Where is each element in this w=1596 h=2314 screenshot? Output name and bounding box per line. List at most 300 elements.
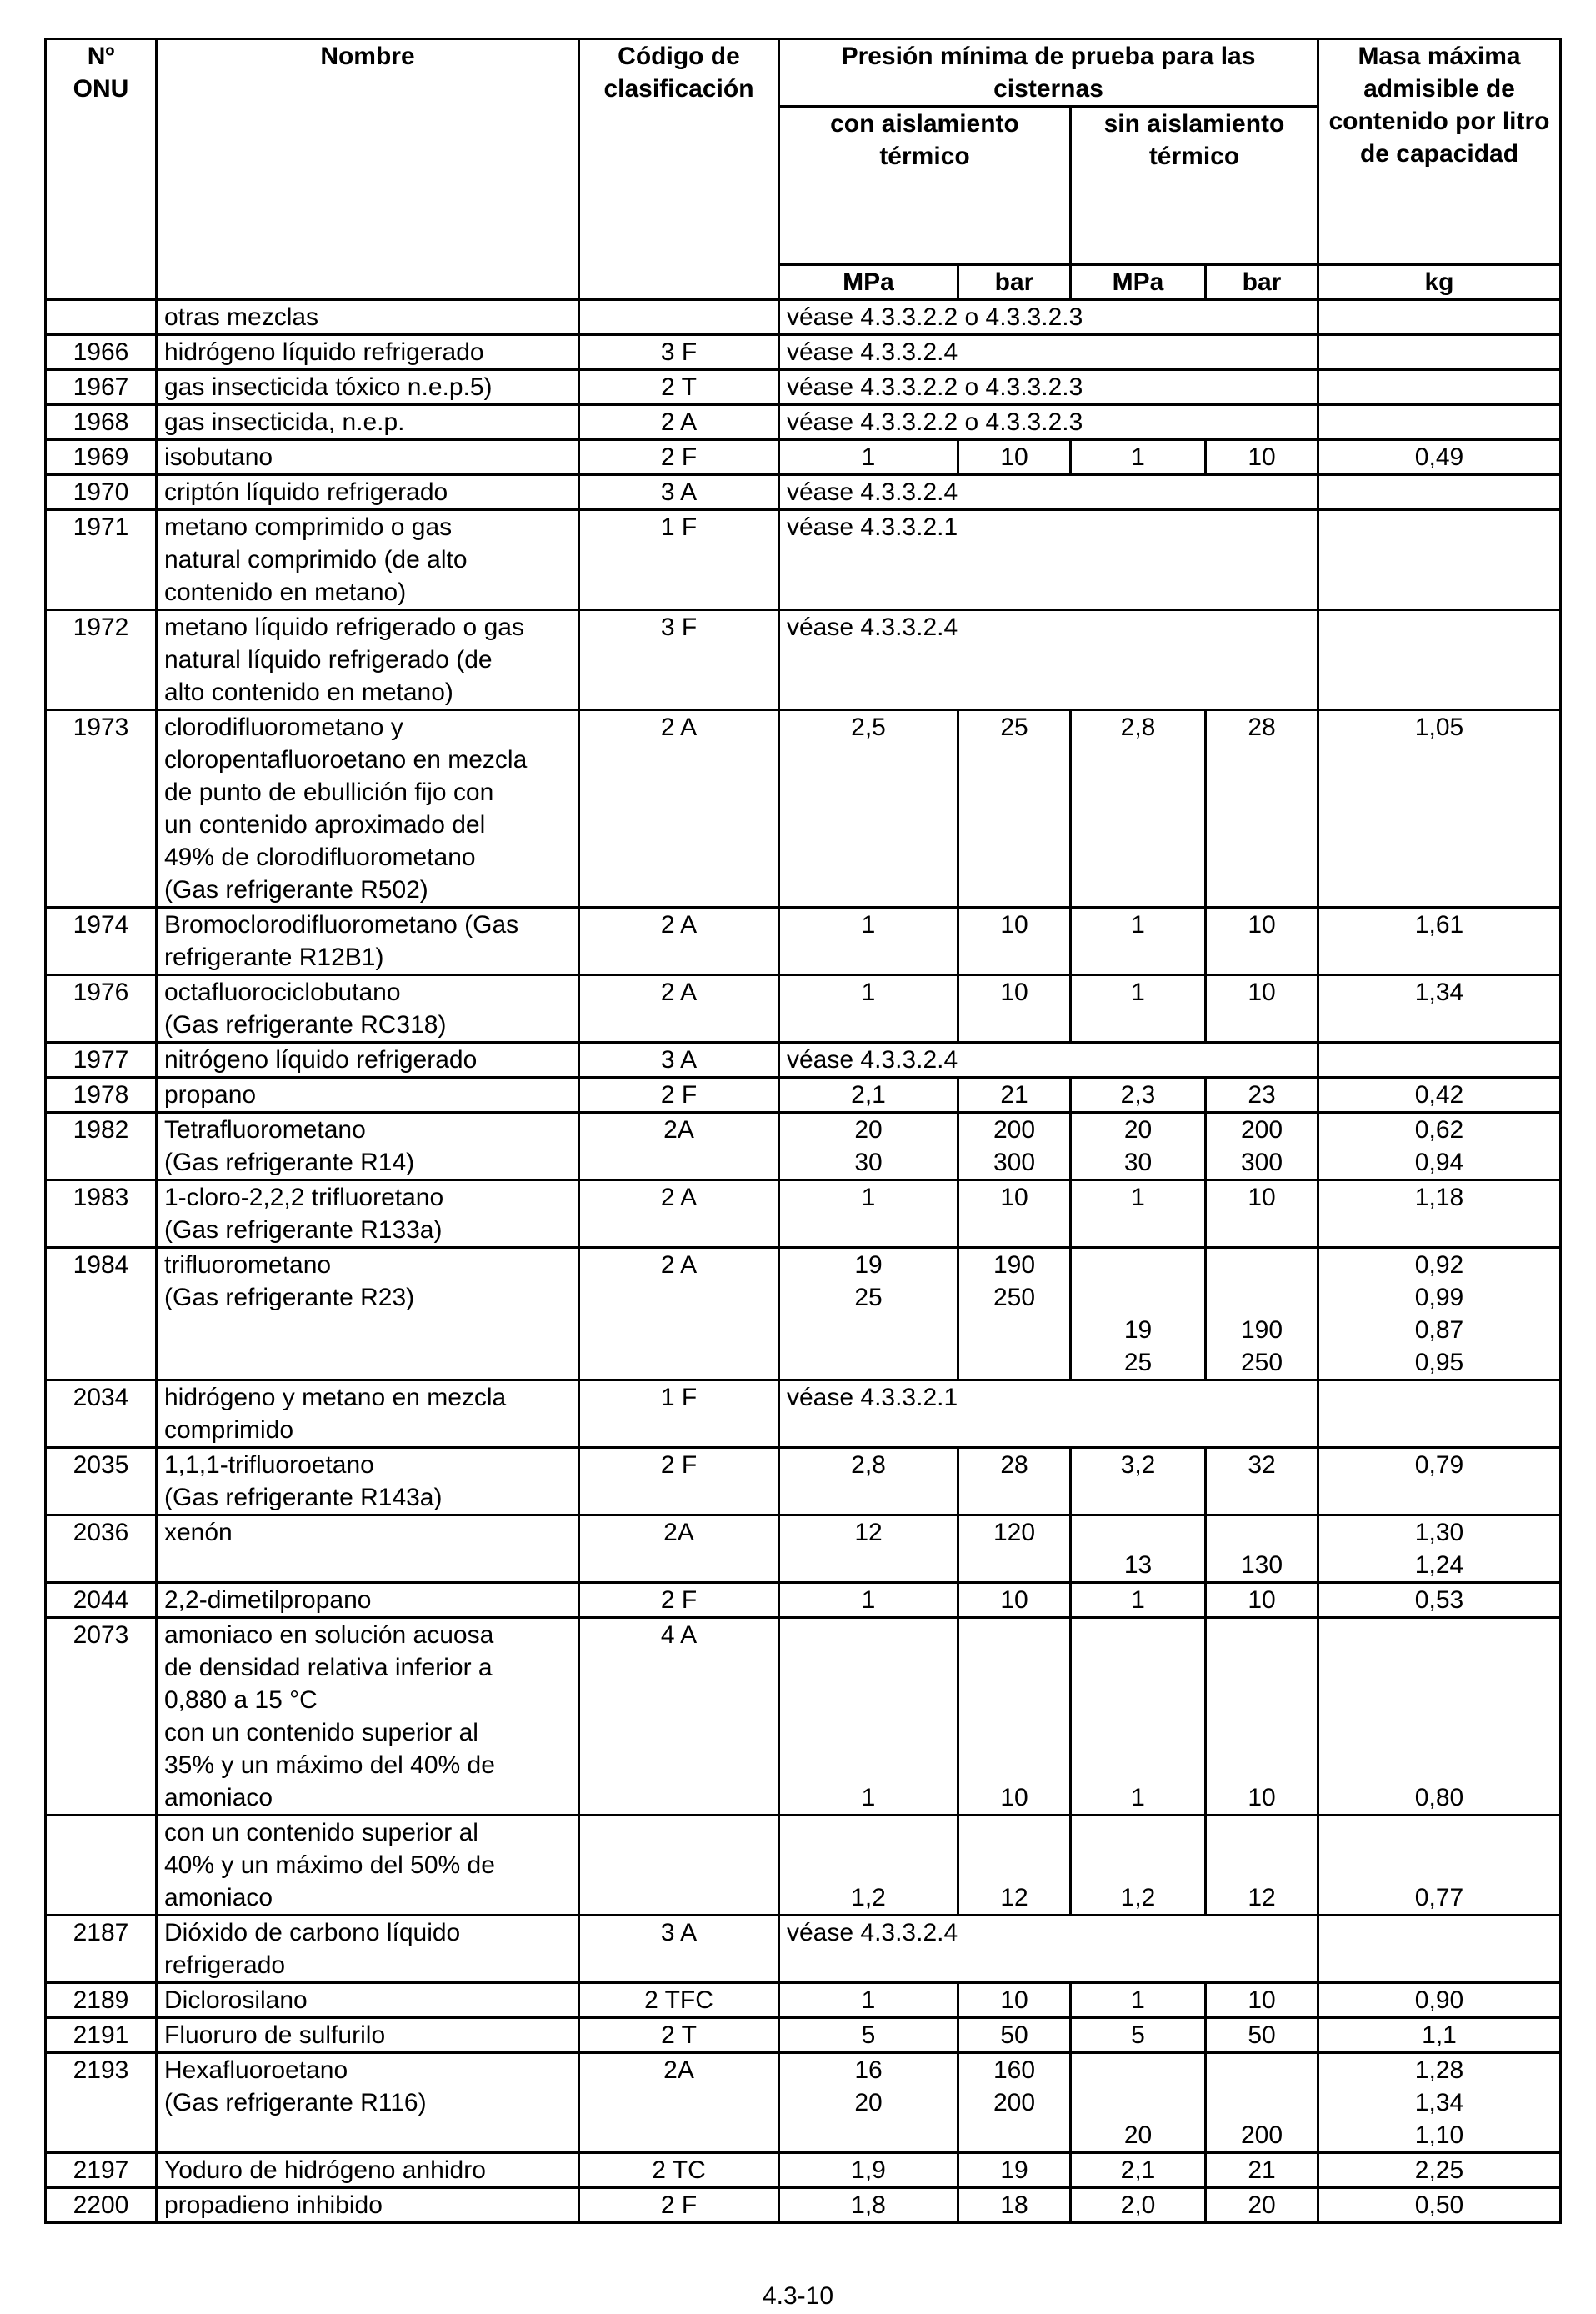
- value-line: 0,62: [1414, 1116, 1464, 1144]
- pressure-mpa-insulated: [779, 1515, 958, 1583]
- pressure-bar-insulated: [958, 975, 1071, 1043]
- value-line: [1213, 2086, 1310, 2119]
- classification-code: 2A: [579, 2053, 779, 2153]
- value-line: [787, 1849, 950, 1881]
- value-line: 10: [1248, 1586, 1276, 1614]
- pressure-bar-insulated: [958, 1078, 1071, 1113]
- table-row: [46, 1583, 1561, 1618]
- table-row: [46, 2018, 1561, 2053]
- value-line: [1326, 1816, 1553, 1849]
- value-line: 13: [1123, 1551, 1153, 1579]
- un-number: 2189: [46, 1983, 157, 2018]
- table-row: [46, 1078, 1561, 1113]
- table-row: [46, 1113, 1561, 1180]
- un-number: [46, 300, 157, 335]
- value-line: 50: [1000, 2021, 1028, 2049]
- value-line: [966, 1549, 1063, 1581]
- max-mass-kg: [1318, 1983, 1561, 2018]
- substance-name-line: propano: [164, 1081, 257, 1109]
- substance-name: [157, 1180, 579, 1248]
- pressure-mpa-uninsulated: [1071, 1618, 1206, 1816]
- value-line: [1078, 1516, 1198, 1549]
- substance-name-line: de densidad relativa inferior a: [164, 1654, 493, 1681]
- value-line: 0,94: [1414, 1149, 1464, 1176]
- substance-name: [157, 2188, 579, 2223]
- unit-kg: kg: [1318, 265, 1561, 300]
- substance-name-line: Fluoruro de sulfurilo: [164, 2021, 386, 2049]
- classification-code: 3 A: [579, 1043, 779, 1078]
- value-line: 21: [1248, 2156, 1276, 2184]
- classification-code: 2 TFC: [579, 1983, 779, 2018]
- pressure-mpa-uninsulated: [1071, 1248, 1206, 1380]
- table-row: [46, 2188, 1561, 2223]
- value-line: 20: [854, 1116, 883, 1144]
- value-line: 10: [1248, 911, 1276, 939]
- substance-name-line: gas insecticida tóxico n.e.p.5): [164, 373, 493, 401]
- classification-code: 2 A: [579, 908, 779, 975]
- substance-name: [157, 440, 579, 475]
- classification-code: 2 T: [579, 370, 779, 405]
- pressure-bar-insulated: [958, 1113, 1071, 1180]
- pressure-bar-uninsulated: [1206, 908, 1318, 975]
- un-number: [46, 1816, 157, 1916]
- pressure-bar-insulated: [958, 1583, 1071, 1618]
- substance-name-line: 1,1,1-trifluoroetano: [164, 1451, 374, 1479]
- pressure-bar-uninsulated: [1206, 1983, 1318, 2018]
- value-line: [1213, 1684, 1310, 1716]
- table-row: [46, 370, 1561, 405]
- pressure-bar-insulated: [958, 1448, 1071, 1515]
- col-header-nombre: Nombre: [157, 39, 579, 300]
- pressure-mpa-insulated: [779, 1113, 958, 1180]
- value-line: 5: [861, 2021, 876, 2049]
- pressure-mpa-uninsulated: [1071, 2053, 1206, 2153]
- un-number: 2187: [46, 1916, 157, 1983]
- max-mass-kg: [1318, 1618, 1561, 1816]
- value-line: 0,53: [1414, 1586, 1464, 1614]
- table-row: [46, 1248, 1561, 1380]
- substance-name-line: con un contenido superior al: [164, 1819, 478, 1846]
- max-mass-kg: [1318, 975, 1561, 1043]
- value-line: 25: [1000, 714, 1028, 741]
- value-line: 10: [1248, 443, 1276, 471]
- value-line: 19: [854, 1251, 883, 1279]
- value-line: [1326, 1651, 1553, 1684]
- value-line: [1078, 1651, 1198, 1684]
- table-row: [46, 440, 1561, 475]
- value-line: 0,79: [1414, 1451, 1464, 1479]
- mass-cell: [1318, 1380, 1561, 1448]
- value-line: 190: [1240, 1316, 1283, 1344]
- value-line: [1213, 2054, 1310, 2086]
- pressure-bar-insulated: [958, 2018, 1071, 2053]
- unit-bar-con: bar: [958, 265, 1071, 300]
- pressure-bar-insulated: [958, 710, 1071, 908]
- value-line: [1213, 1849, 1310, 1881]
- pressure-mpa-insulated: [779, 1248, 958, 1380]
- un-number: 1983: [46, 1180, 157, 1248]
- value-line: 1,1: [1422, 2021, 1457, 2049]
- un-number: 1970: [46, 475, 157, 510]
- table-row: [46, 1180, 1561, 1248]
- value-line: [787, 1619, 950, 1651]
- value-line: 2,25: [1414, 2156, 1464, 2184]
- substance-name-line: Diclorosilano: [164, 1986, 308, 2014]
- value-line: [1078, 2054, 1198, 2086]
- value-line: 0,42: [1414, 1081, 1464, 1109]
- substance-name-line: criptón líquido refrigerado: [164, 478, 448, 506]
- classification-code: 3 F: [579, 610, 779, 710]
- pressure-bar-insulated: [958, 1515, 1071, 1583]
- pressure-bar-uninsulated: [1206, 1078, 1318, 1113]
- value-line: [787, 1684, 950, 1716]
- pressure-mpa-insulated: [779, 2188, 958, 2223]
- substance-name-line: natural líquido refrigerado (de: [164, 646, 493, 674]
- substance-name-line: (Gas refrigerante R23): [164, 1284, 415, 1311]
- value-line: [787, 1314, 950, 1346]
- unit-bar-sin: bar: [1206, 265, 1318, 300]
- table-row: [46, 475, 1561, 510]
- pressure-bar-uninsulated: [1206, 2053, 1318, 2153]
- value-line: 1,34: [1414, 979, 1464, 1006]
- pressure-mpa-insulated: [779, 1448, 958, 1515]
- substance-name-line: (Gas refrigerante R14): [164, 1149, 415, 1176]
- substance-name-line: 2,2-dimetilpropano: [164, 1586, 372, 1614]
- substance-name-line: alto contenido en metano): [164, 679, 453, 706]
- pressure-bar-uninsulated: [1206, 710, 1318, 908]
- table-row: [46, 1043, 1561, 1078]
- substance-name-line: Dióxido de carbono líquido: [164, 1919, 461, 1946]
- pressure-mpa-uninsulated: [1071, 1983, 1206, 2018]
- substance-name-line: Hexafluoroetano: [164, 2056, 348, 2084]
- value-line: 1: [1131, 911, 1145, 939]
- value-line: [966, 1346, 1063, 1379]
- value-line: 1,34: [1414, 2089, 1464, 2116]
- value-line: 200: [1240, 1116, 1283, 1144]
- table-row: [46, 1983, 1561, 2018]
- table-row: [46, 1916, 1561, 1983]
- table-row: [46, 1515, 1561, 1583]
- mass-cell: [1318, 370, 1561, 405]
- substance-name: [157, 710, 579, 908]
- classification-code: 2A: [579, 1113, 779, 1180]
- pressure-bar-uninsulated: [1206, 1113, 1318, 1180]
- pressure-mpa-insulated: [779, 1180, 958, 1248]
- un-number: 2073: [46, 1618, 157, 1816]
- reference-note: véase 4.3.3.2.4: [779, 475, 1318, 510]
- value-line: 1: [861, 911, 876, 939]
- value-line: [787, 1749, 950, 1781]
- value-line: 20: [1248, 2191, 1276, 2219]
- substance-name: [157, 475, 579, 510]
- table-row: [46, 1618, 1561, 1816]
- value-line: 1,10: [1414, 2121, 1464, 2149]
- pressure-mpa-uninsulated: [1071, 1816, 1206, 1916]
- substance-name: [157, 1380, 579, 1448]
- mass-cell: [1318, 335, 1561, 370]
- value-line: [1078, 1849, 1198, 1881]
- un-number: 1973: [46, 710, 157, 908]
- pressure-mpa-uninsulated: [1071, 1515, 1206, 1583]
- value-line: 190: [993, 1251, 1036, 1279]
- value-line: 19: [1123, 1316, 1153, 1344]
- value-line: [1213, 1816, 1310, 1849]
- substance-name-line: (Gas refrigerante R502): [164, 876, 428, 904]
- max-mass-kg: [1318, 2188, 1561, 2223]
- value-line: 21: [1000, 1081, 1028, 1109]
- value-line: [1213, 1716, 1310, 1749]
- substance-name-line: metano líquido refrigerado o gas: [164, 614, 524, 641]
- value-line: 12: [1248, 1884, 1276, 1911]
- un-number: 1982: [46, 1113, 157, 1180]
- mass-cell: [1318, 1916, 1561, 1983]
- value-line: 20: [1123, 2121, 1153, 2149]
- pressure-mpa-insulated: [779, 975, 958, 1043]
- value-line: [966, 1749, 1063, 1781]
- substance-name-line: refrigerante R12B1): [164, 944, 384, 971]
- value-line: 0,92: [1414, 1251, 1464, 1279]
- pressure-bar-insulated: [958, 1180, 1071, 1248]
- value-line: 1: [861, 443, 876, 471]
- table-row: [46, 1380, 1561, 1448]
- value-line: 1,2: [1120, 1884, 1156, 1911]
- substance-name: [157, 2018, 579, 2053]
- substance-name-line: [164, 1346, 571, 1379]
- reference-note: véase 4.3.3.2.4: [779, 1916, 1318, 1983]
- substance-name: [157, 370, 579, 405]
- table-row: [46, 300, 1561, 335]
- value-line: [1326, 1849, 1553, 1881]
- reference-note: véase 4.3.3.2.4: [779, 335, 1318, 370]
- substance-name-line: hidrógeno líquido refrigerado: [164, 338, 484, 366]
- table-row: [46, 2153, 1561, 2188]
- classification-code: 2 A: [579, 710, 779, 908]
- value-line: 1,24: [1414, 1551, 1464, 1579]
- value-line: 300: [993, 1149, 1036, 1176]
- gas-tank-table: [44, 38, 1562, 2224]
- substance-name-line: xenón: [164, 1519, 233, 1546]
- un-number: 1971: [46, 510, 157, 610]
- pressure-mpa-insulated: [779, 2153, 958, 2188]
- un-number: 2044: [46, 1583, 157, 1618]
- reference-note: véase 4.3.3.2.2 o 4.3.3.2.3: [779, 300, 1318, 335]
- value-line: [787, 1549, 950, 1581]
- value-line: 200: [993, 2089, 1036, 2116]
- value-line: 50: [1248, 2021, 1276, 2049]
- substance-name: [157, 1043, 579, 1078]
- classification-code: 2 A: [579, 405, 779, 440]
- unit-mpa-sin: MPa: [1071, 265, 1206, 300]
- substance-name: [157, 1248, 579, 1380]
- un-number: 2200: [46, 2188, 157, 2223]
- pressure-mpa-insulated: [779, 1618, 958, 1816]
- substance-name: [157, 1583, 579, 1618]
- value-line: 10: [1000, 1586, 1028, 1614]
- substance-name: [157, 1816, 579, 1916]
- value-line: [1213, 1516, 1310, 1549]
- substance-name: [157, 1078, 579, 1113]
- classification-code: 3 F: [579, 335, 779, 370]
- value-line: 0,80: [1414, 1784, 1464, 1811]
- value-line: 0,87: [1414, 1316, 1464, 1344]
- value-line: 1: [1131, 979, 1145, 1006]
- reference-note: véase 4.3.3.2.2 o 4.3.3.2.3: [779, 405, 1318, 440]
- value-line: [787, 2119, 950, 2151]
- pressure-mpa-uninsulated: [1071, 710, 1206, 908]
- value-line: 1: [1131, 1784, 1145, 1811]
- pressure-bar-uninsulated: [1206, 1180, 1318, 1248]
- pressure-bar-uninsulated: [1206, 1816, 1318, 1916]
- classification-code: 3 A: [579, 475, 779, 510]
- max-mass-kg: [1318, 1583, 1561, 1618]
- page-number: 4.3-10: [762, 2282, 834, 2310]
- mass-cell: [1318, 405, 1561, 440]
- substance-name-line: isobutano: [164, 443, 273, 471]
- value-line: 10: [1000, 1184, 1028, 1211]
- value-line: 200: [993, 1116, 1036, 1144]
- col-header-masa: Masa máxima admisible de contenido por litro de capacidad: [1318, 39, 1561, 265]
- classification-code: 2 F: [579, 1078, 779, 1113]
- reference-note: véase 4.3.3.2.4: [779, 610, 1318, 710]
- value-line: 2,8: [1120, 714, 1156, 741]
- reference-note: véase 4.3.3.2.2 o 4.3.3.2.3: [779, 370, 1318, 405]
- value-line: 1: [861, 1986, 876, 2014]
- value-line: [1078, 1716, 1198, 1749]
- substance-name-line: propadieno inhibido: [164, 2191, 383, 2219]
- value-line: 300: [1240, 1149, 1283, 1176]
- value-line: [1213, 1249, 1310, 1281]
- un-number: 2197: [46, 2153, 157, 2188]
- substance-name-line: octafluorociclobutano: [164, 979, 401, 1006]
- classification-code: 2A: [579, 1515, 779, 1583]
- value-line: 1,9: [851, 2156, 886, 2184]
- value-line: 10: [1248, 979, 1276, 1006]
- max-mass-kg: [1318, 1515, 1561, 1583]
- col-header-sin-aislamiento: sin aislamiento térmico: [1071, 107, 1318, 265]
- classification-code: 3 A: [579, 1916, 779, 1983]
- mass-cell: [1318, 1043, 1561, 1078]
- mass-cell: [1318, 610, 1561, 710]
- value-line: [787, 1346, 950, 1379]
- value-line: [1078, 1816, 1198, 1849]
- substance-name-line: trifluorometano: [164, 1251, 332, 1279]
- substance-name-line: 1-cloro-2,2,2 trifluoretano: [164, 1184, 444, 1211]
- table-row: [46, 2053, 1561, 2153]
- substance-name: [157, 1113, 579, 1180]
- value-line: 25: [854, 1284, 883, 1311]
- value-line: 10: [1000, 1784, 1028, 1811]
- value-line: 250: [993, 1284, 1036, 1311]
- substance-name-line: Yoduro de hidrógeno anhidro: [164, 2156, 486, 2184]
- max-mass-kg: [1318, 1113, 1561, 1180]
- value-line: 32: [1248, 1451, 1276, 1479]
- value-line: 30: [854, 1149, 883, 1176]
- substance-name-line: otras mezclas: [164, 303, 319, 331]
- table-row: [46, 335, 1561, 370]
- table-row: [46, 710, 1561, 908]
- un-number: 1977: [46, 1043, 157, 1078]
- mass-cell: [1318, 510, 1561, 610]
- substance-name-line: (Gas refrigerante R143a): [164, 1484, 443, 1511]
- max-mass-kg: [1318, 2018, 1561, 2053]
- pressure-bar-uninsulated: [1206, 975, 1318, 1043]
- substance-name: [157, 1618, 579, 1816]
- substance-name: [157, 1983, 579, 2018]
- value-line: [1326, 1716, 1553, 1749]
- value-line: 1: [861, 1586, 876, 1614]
- pressure-mpa-insulated: [779, 908, 958, 975]
- mass-cell: [1318, 300, 1561, 335]
- pressure-bar-insulated: [958, 1983, 1071, 2018]
- max-mass-kg: [1318, 1448, 1561, 1515]
- value-line: [966, 1684, 1063, 1716]
- value-line: 12: [1000, 1884, 1028, 1911]
- substance-name-line: natural comprimido (de alto: [164, 546, 468, 573]
- classification-code: 2 F: [579, 440, 779, 475]
- substance-name-line: 0,880 a 15 °C: [164, 1686, 318, 1714]
- value-line: 0,49: [1414, 443, 1464, 471]
- value-line: 120: [993, 1519, 1036, 1546]
- max-mass-kg: [1318, 2053, 1561, 2153]
- value-line: 23: [1248, 1081, 1276, 1109]
- substance-name: [157, 300, 579, 335]
- pressure-mpa-uninsulated: [1071, 2188, 1206, 2223]
- value-line: 1,18: [1414, 1184, 1464, 1211]
- substance-name: [157, 610, 579, 710]
- value-line: 10: [1000, 911, 1028, 939]
- value-line: 1: [1131, 1986, 1145, 2014]
- value-line: [1326, 1684, 1553, 1716]
- max-mass-kg: [1318, 1078, 1561, 1113]
- max-mass-kg: [1318, 1180, 1561, 1248]
- value-line: 2,8: [851, 1451, 886, 1479]
- value-line: 2,1: [851, 1081, 886, 1109]
- un-number: 1978: [46, 1078, 157, 1113]
- classification-code: 2 T: [579, 2018, 779, 2053]
- classification-code: [579, 1816, 779, 1916]
- value-line: 1,8: [851, 2191, 886, 2219]
- value-line: 200: [1240, 2121, 1283, 2149]
- pressure-mpa-uninsulated: [1071, 1448, 1206, 1515]
- pressure-bar-uninsulated: [1206, 2018, 1318, 2053]
- value-line: 20: [854, 2089, 883, 2116]
- pressure-mpa-uninsulated: [1071, 2018, 1206, 2053]
- value-line: [1078, 1749, 1198, 1781]
- table-row: [46, 510, 1561, 610]
- un-number: 1967: [46, 370, 157, 405]
- value-line: [1213, 1281, 1310, 1314]
- max-mass-kg: [1318, 710, 1561, 908]
- pressure-mpa-insulated: [779, 1078, 958, 1113]
- value-line: [1326, 1749, 1553, 1781]
- pressure-bar-uninsulated: [1206, 440, 1318, 475]
- un-number: 1974: [46, 908, 157, 975]
- value-line: 130: [1240, 1551, 1283, 1579]
- value-line: 16: [854, 2056, 883, 2084]
- un-number: 2034: [46, 1380, 157, 1448]
- pressure-bar-insulated: [958, 1816, 1071, 1916]
- substance-name-line: un contenido aproximado del: [164, 811, 486, 839]
- col-header-no: Nº ONU: [46, 39, 157, 300]
- value-line: 10: [1248, 1784, 1276, 1811]
- un-number: 1969: [46, 440, 157, 475]
- pressure-bar-insulated: [958, 2053, 1071, 2153]
- value-line: 2,0: [1120, 2191, 1156, 2219]
- classification-code: 2 A: [579, 1248, 779, 1380]
- substance-name-line: [164, 1549, 571, 1581]
- value-line: 1: [861, 1184, 876, 1211]
- value-line: 10: [1248, 1184, 1276, 1211]
